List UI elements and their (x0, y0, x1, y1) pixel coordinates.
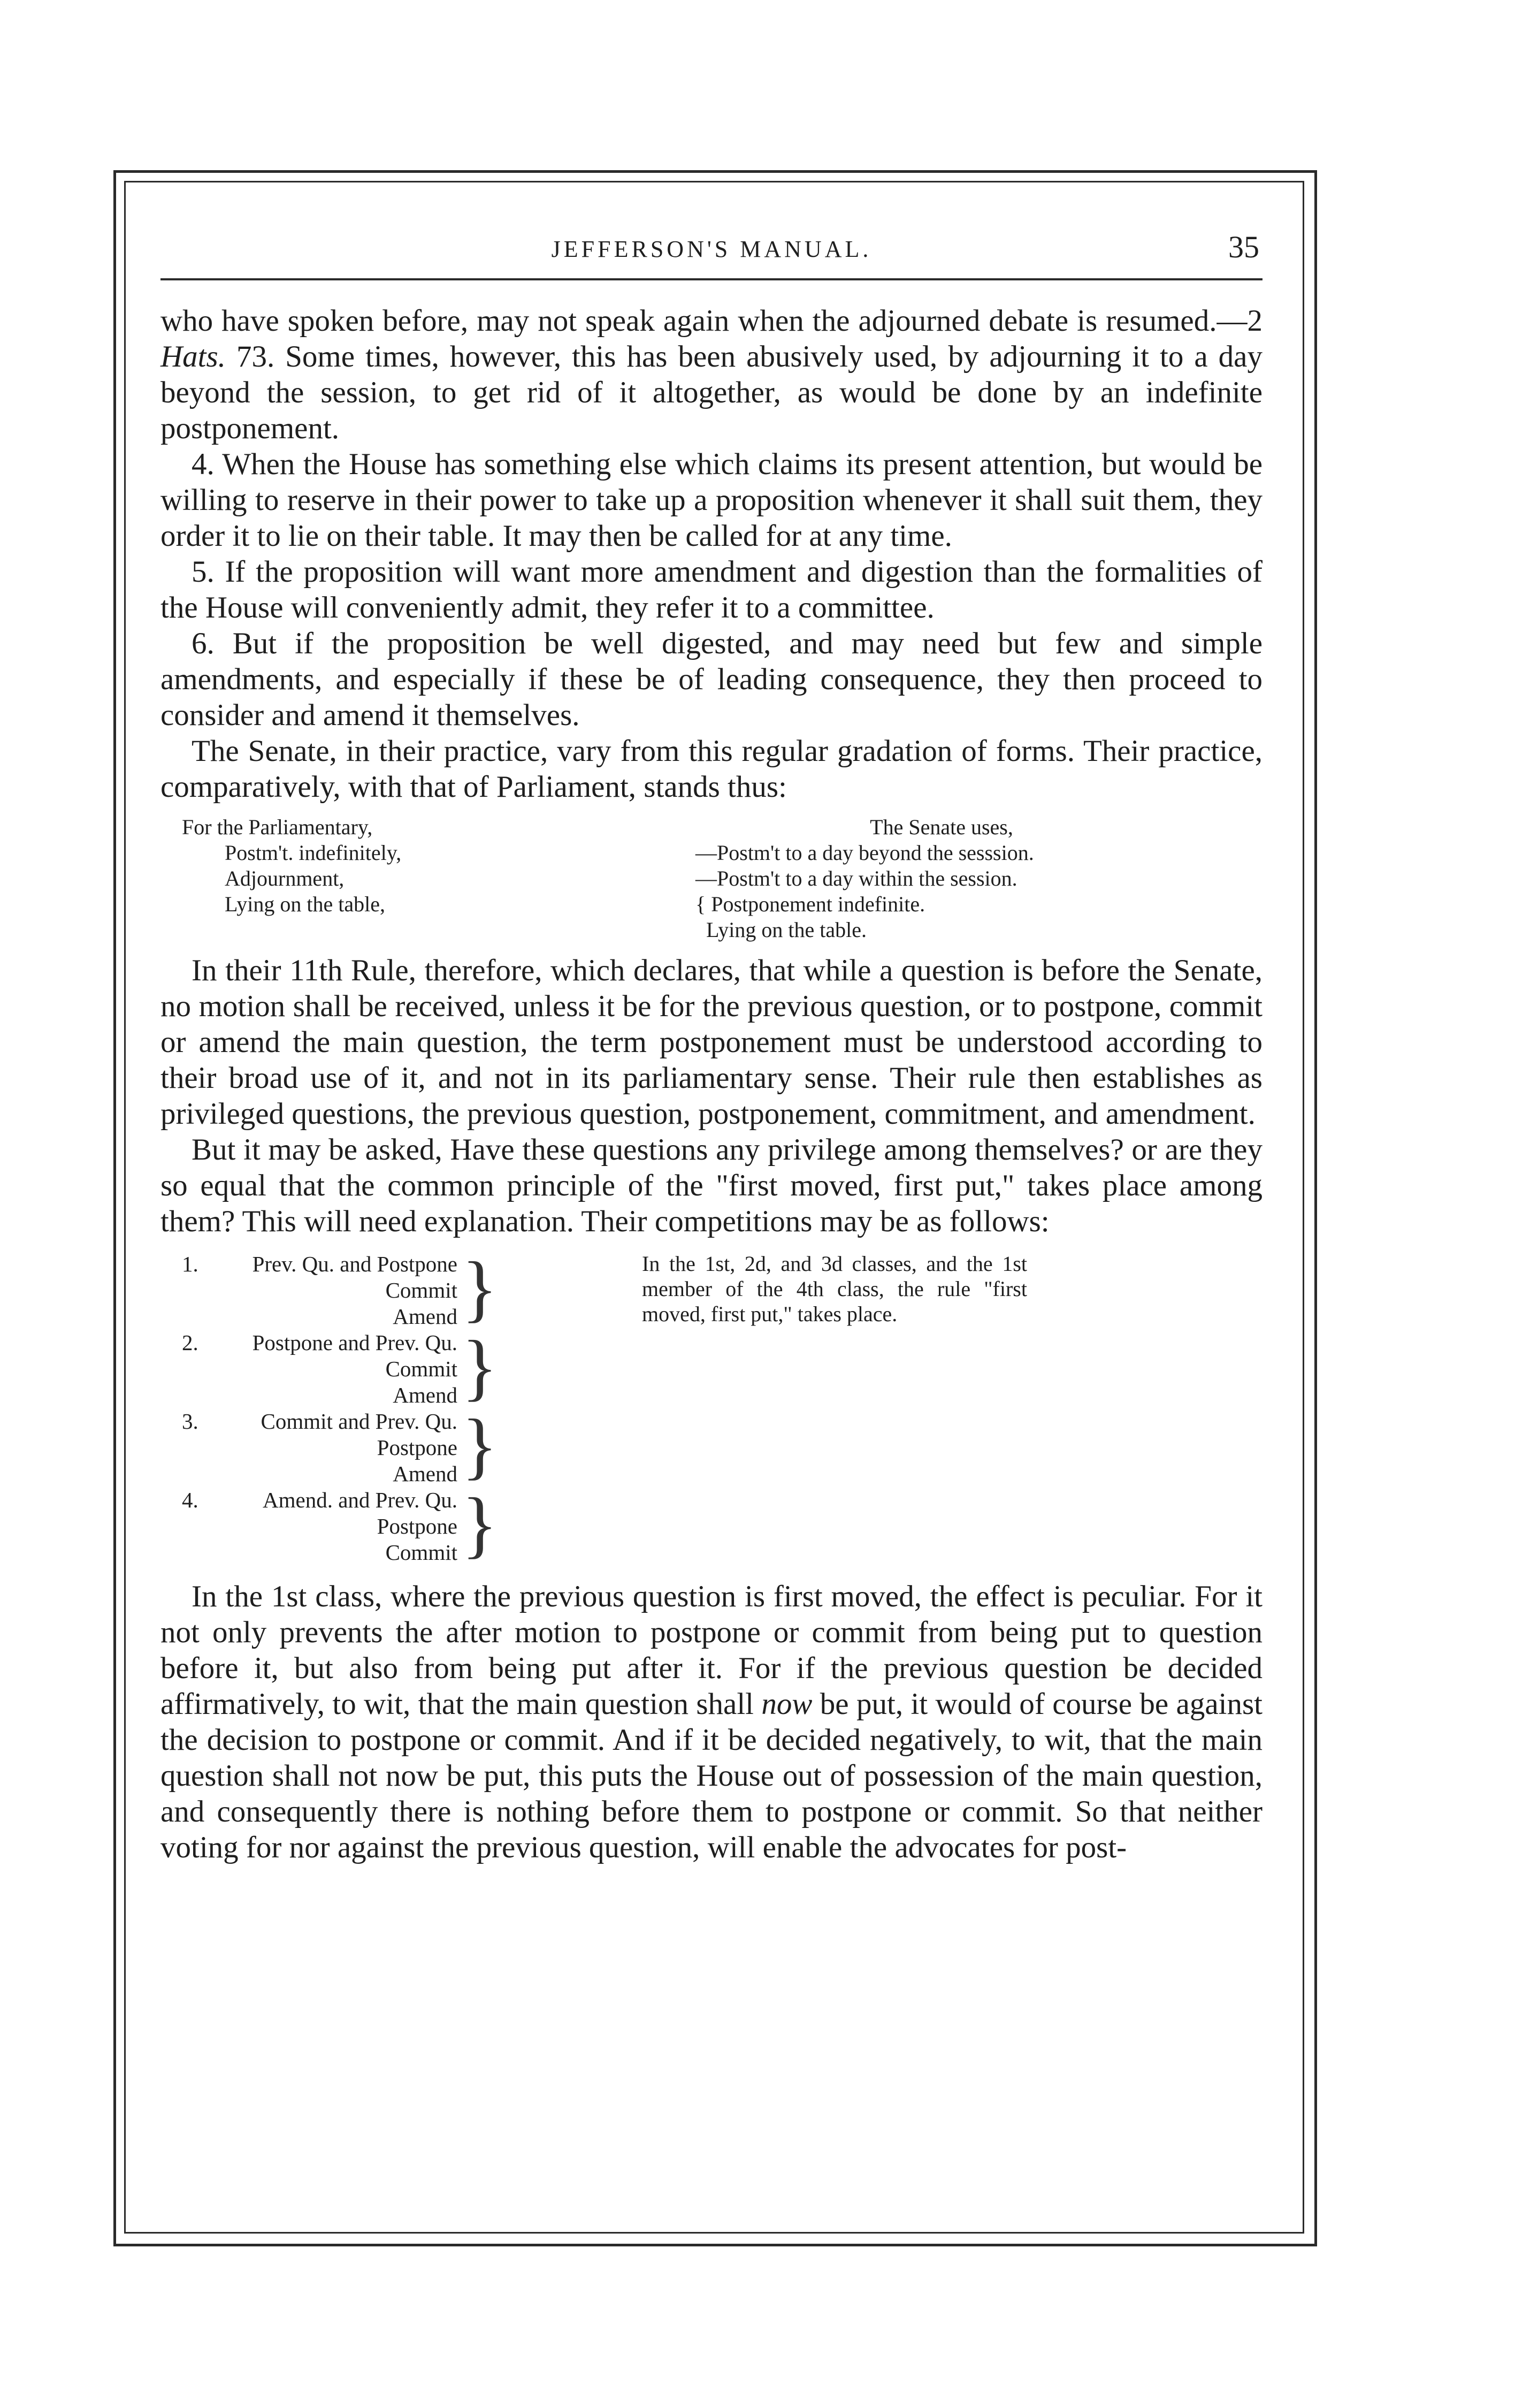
comparison-right-header: The Senate uses, (870, 815, 1013, 839)
paragraph-continuation: who have spoken before, may not speak again when the adjourned debate is resumed.—2 Hats. 73. Some times, however, this has been abusively used, by adjourning it to a day beyond the session, to get rid of it altogether, as would be done by an indefinite postponement. (160, 304, 1262, 445)
class-item: Commit (385, 1357, 457, 1381)
paragraph-first-class: In the 1st class, where the previous question is first moved, the effect is peculiar. For it not only prevents the after motion to postpone or commit from being put to question before it, but also from being put after it. For if the previous question be decided affirmatively, to wit, that the main question shall now be put, it would of course be against the decision to postpone or commit. And if it be decided negatively, to wit, that the main question shall not now be put, this puts the House out of possession of the main question, and consequently there is nothing before them to postpone or commit. So that neither voting for nor against the previous question, will enable the advocates for post- (160, 1580, 1263, 1864)
comparison-right-cell: { Postponement indefinite. (695, 892, 925, 916)
comparison-left-cell: Adjournment, (225, 866, 345, 890)
comparison-right-cell: Lying on the table. (695, 918, 867, 942)
class-item: Postpone and Prev. Qu. (252, 1330, 457, 1355)
class-entry-2 (182, 1325, 621, 1408)
comparison-left-cell (182, 917, 663, 943)
class-entry-1 (182, 1247, 621, 1330)
class-item: Amend (393, 1383, 457, 1407)
page-header (160, 214, 1262, 280)
class-item: Amend. and Prev. Qu. (263, 1488, 457, 1512)
paragraph-6: 6. But if the proposition be well digested, and may need but few and simple amendments, and especially if these be of leading consequence, they then proceed to consider and amend it themselves. (160, 627, 1262, 732)
class-number: 4. (182, 1488, 198, 1512)
class-item: Amend (393, 1304, 457, 1329)
page-number: 35 (1228, 230, 1259, 264)
paragraph-senate-practice: The Senate, in their practice, vary from this regular gradation of forms. Their practice, comparatively, with that of Parliament, stands thus: (160, 734, 1262, 804)
brace-icon: } (462, 1404, 498, 1487)
class-item: Postpone (377, 1435, 457, 1460)
comparison-left-cell: Lying on the table, (225, 892, 385, 916)
class-item: Commit and Prev. Qu. (261, 1409, 457, 1434)
class-entry-4 (182, 1483, 621, 1566)
class-list (182, 1247, 621, 1566)
comparison-right-cell: —Postm't to a day within the session. (695, 866, 1017, 890)
comparison-left-header: For the Parliamentary, (182, 815, 373, 839)
comparison-table (182, 814, 1188, 943)
brace-icon: } (462, 1247, 498, 1330)
brace-icon: } (462, 1325, 498, 1408)
class-number: 3. (182, 1409, 198, 1434)
class-item: Commit (385, 1278, 457, 1302)
body-text (160, 303, 1262, 1865)
page (160, 214, 1262, 1865)
class-item: Postpone (377, 1514, 457, 1538)
class-item: Amend (393, 1461, 457, 1486)
class-note: In the 1st, 2d, and 3d classes, and the 1st member of the 4th class, the rule "first moved, first put," takes place. (642, 1252, 1027, 1326)
class-entry-3 (182, 1404, 621, 1487)
class-item: Commit (385, 1540, 457, 1565)
paragraph-11th-rule: In their 11th Rule, therefore, which declares, that while a question is before the Senate, no motion shall be received, unless it be for the previous question, or to postpone, commit or amend the main question, the term postponement must be understood according to their broad use of it, and not in its parliamentary sense. Their rule then establishes as privileged questions, the previous question, postponement, commitment, and amendment. (160, 954, 1262, 1131)
paragraph-4: 4. When the House has something else which claims its present attention, but would be willing to reserve in their power to take up a proposition whenever it shall suit them, they order it to lie on their table. It may then be called for at any time. (160, 447, 1262, 553)
running-head: JEFFERSON'S MANUAL. (551, 236, 872, 262)
paragraph-5: 5. If the proposition will want more amendment and digestion than the formalities of the House will conveniently admit, they refer it to a committee. (160, 555, 1262, 624)
competition-classes (182, 1247, 1262, 1566)
paragraph-privilege-question: But it may be asked, Have these questions any privilege among themselves? or are they so equal that the common principle of the "first moved, first put," takes place among them? This will need explanation. Their competitions may be as follows: (160, 1133, 1262, 1238)
comparison-left-cell: Postm't. indefinitely, (225, 841, 402, 865)
class-number: 1. (182, 1252, 198, 1276)
class-item: Prev. Qu. and Postpone (252, 1252, 457, 1276)
brace-icon: } (462, 1483, 498, 1566)
comparison-right-cell: —Postm't to a day beyond the sesssion. (695, 841, 1034, 865)
class-number: 2. (182, 1330, 198, 1355)
